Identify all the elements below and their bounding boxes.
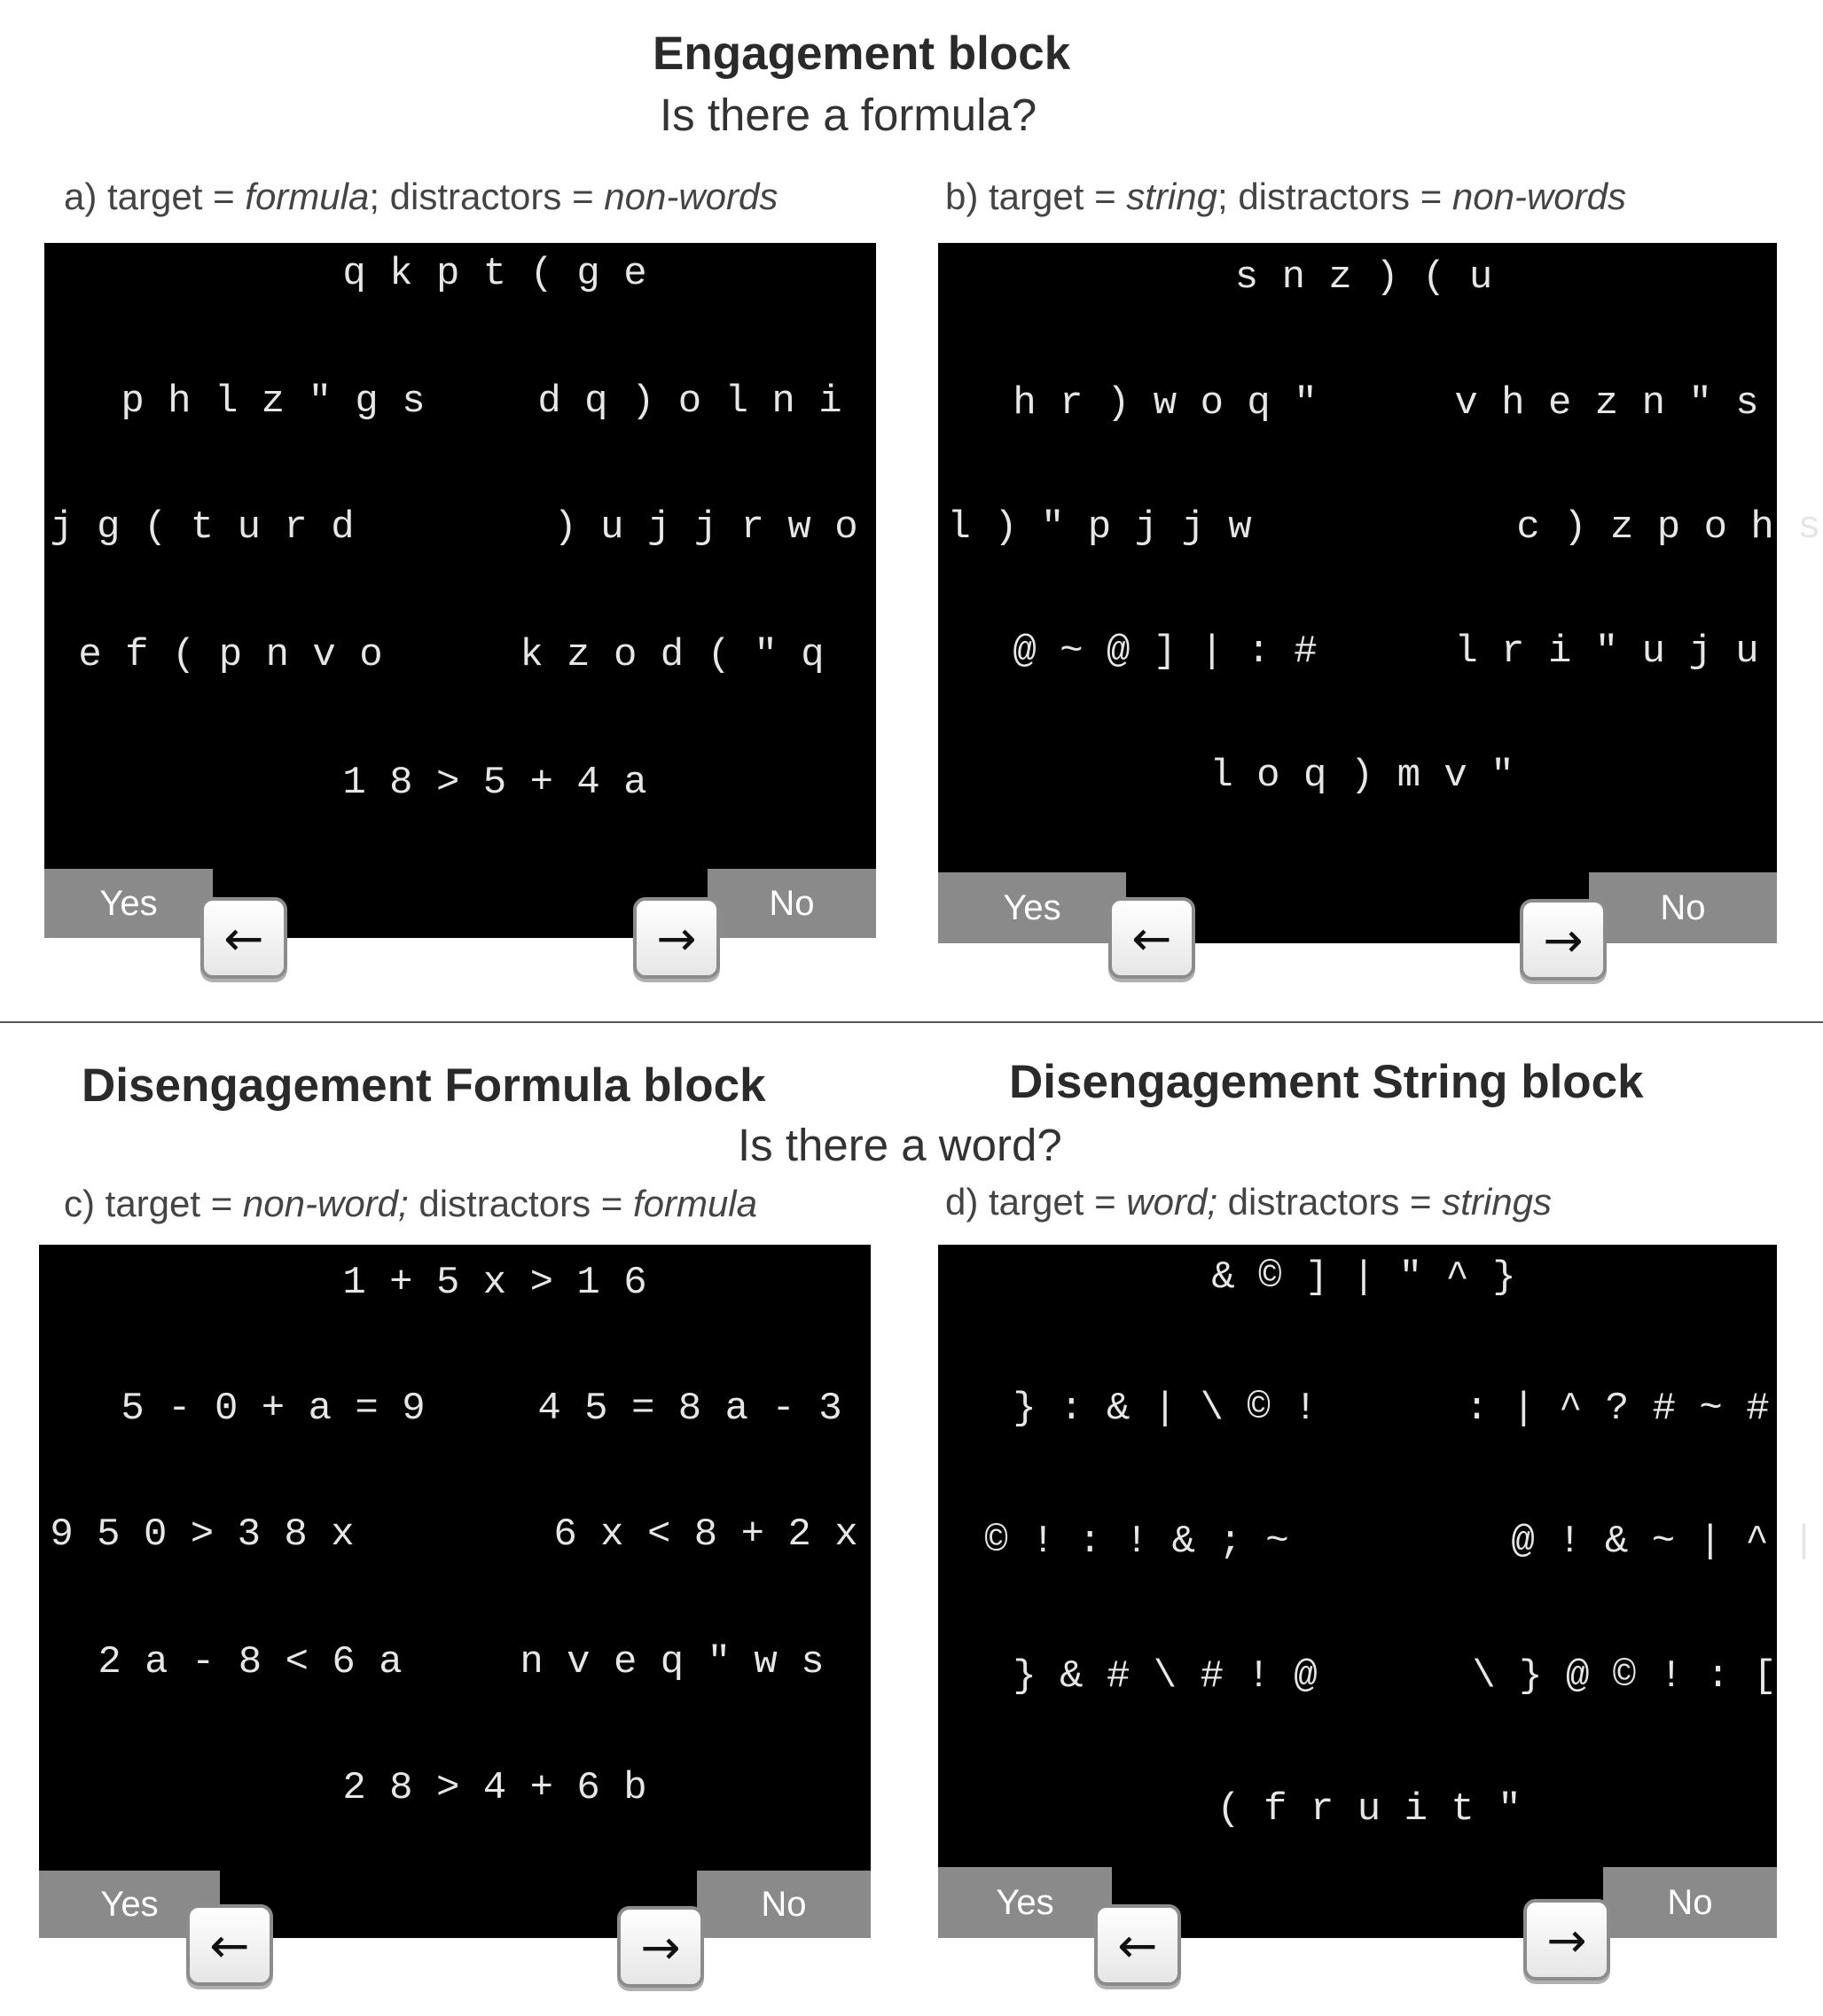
stimulus-string: } : & | \ © ! bbox=[1013, 1387, 1318, 1431]
panel-b-screen bbox=[938, 243, 1821, 968]
stimulus-string: n v e q " w s bbox=[520, 1640, 825, 1684]
left-arrow-key-icon[interactable]: ← bbox=[1108, 897, 1195, 979]
stimulus-string: 1 + 5 x > 1 6 bbox=[342, 1261, 647, 1305]
stimulus-string: 1 8 > 5 + 4 a bbox=[342, 761, 647, 805]
panel-a-screen bbox=[44, 243, 876, 966]
stimulus-string: s n z ) ( u bbox=[1234, 255, 1493, 300]
no-button[interactable]: No bbox=[1603, 1867, 1777, 1938]
caption-mid: ; distractors = bbox=[369, 176, 605, 217]
stimulus-string: 4 5 = 8 a - 3 bbox=[537, 1387, 842, 1431]
no-button[interactable]: No bbox=[1589, 872, 1777, 943]
stimulus-string: l o q ) m v " bbox=[1209, 754, 1514, 798]
stimulus-string: k z o d ( " q bbox=[520, 633, 825, 677]
yes-button[interactable]: Yes bbox=[938, 872, 1126, 943]
stimulus-string: q k p t ( g e bbox=[342, 252, 647, 296]
stimulus-string: l ) " p j j w bbox=[947, 505, 1252, 550]
disengagement-formula-heading: Disengagement Formula block bbox=[82, 1059, 766, 1112]
stimulus-string: ( f r u i t " bbox=[1217, 1787, 1522, 1832]
caption-mid: ; distractors = bbox=[1217, 176, 1452, 217]
stimulus-string: ) u j j r w o bbox=[553, 505, 858, 550]
caption-prefix: b) target = bbox=[945, 176, 1127, 217]
right-arrow-key-icon[interactable]: → bbox=[1520, 899, 1607, 981]
right-arrow-key-icon[interactable]: → bbox=[1523, 1899, 1610, 1981]
panel-b-caption bbox=[945, 176, 1626, 218]
stimulus-string: e f ( p n v o bbox=[78, 633, 383, 677]
no-button[interactable]: No bbox=[708, 869, 876, 938]
caption-distractors: strings bbox=[1442, 1181, 1552, 1223]
left-arrow-key-icon[interactable]: ← bbox=[200, 897, 287, 979]
panel-c-caption bbox=[64, 1183, 757, 1225]
stimulus-string: } & # \ # ! @ bbox=[1013, 1654, 1318, 1699]
yes-button[interactable]: Yes bbox=[44, 869, 213, 938]
stimulus-string: & © ] | " ^ } bbox=[1211, 1255, 1516, 1300]
disengagement-question: Is there a word? bbox=[738, 1120, 1062, 1170]
caption-prefix: c) target = bbox=[64, 1183, 243, 1224]
yes-button[interactable]: Yes bbox=[39, 1871, 220, 1938]
stimulus-string: \ } @ © ! : [ bbox=[1472, 1654, 1777, 1699]
right-arrow-key-icon[interactable]: → bbox=[617, 1906, 704, 1988]
caption-target: word; bbox=[1126, 1181, 1217, 1223]
stimulus-string: 9 5 0 > 3 8 x bbox=[50, 1512, 355, 1557]
stimulus-string: c ) z p o h s bbox=[1516, 505, 1821, 550]
stimulus-string: j g ( t u r d bbox=[50, 505, 355, 550]
panel-a-caption bbox=[64, 176, 778, 218]
engagement-question: Is there a formula? bbox=[660, 90, 1037, 140]
caption-prefix: d) target = bbox=[945, 1181, 1127, 1223]
stimulus-string: 2 a - 8 < 6 a bbox=[98, 1640, 403, 1684]
stimulus-string: @ ~ @ ] | : # bbox=[1013, 629, 1318, 674]
caption-mid: distractors = bbox=[1217, 1181, 1443, 1223]
panel-d-screen bbox=[938, 1245, 1816, 1973]
caption-target: string bbox=[1126, 176, 1217, 217]
stimulus-string: : | ^ ? # ~ # bbox=[1465, 1387, 1770, 1431]
stimulus-string: 6 x < 8 + 2 x bbox=[553, 1512, 858, 1557]
panel-d-caption bbox=[945, 1181, 1552, 1223]
stimulus-string: l r i " u j u bbox=[1454, 629, 1759, 674]
stimulus-string: 2 8 > 4 + 6 b bbox=[342, 1766, 647, 1810]
stimulus-string: p h l z " g s bbox=[121, 379, 426, 424]
caption-mid: distractors = bbox=[408, 1183, 633, 1224]
stimulus-string: v h e z n " s bbox=[1454, 381, 1759, 426]
caption-distractors: non-words bbox=[1451, 176, 1627, 217]
stimulus-string: 5 - 0 + a = 9 bbox=[121, 1387, 426, 1431]
panel-c-screen bbox=[39, 1245, 871, 1975]
engagement-block-heading: Engagement block bbox=[653, 27, 1071, 80]
left-arrow-key-icon[interactable]: ← bbox=[1094, 1904, 1181, 1986]
stimulus-string: h r ) w o q " bbox=[1013, 381, 1318, 426]
disengagement-string-heading: Disengagement String block bbox=[1009, 1056, 1644, 1108]
caption-prefix: a) target = bbox=[64, 176, 246, 217]
right-arrow-key-icon[interactable]: → bbox=[633, 897, 720, 979]
stimulus-string: @ ! & ~ | ^ | bbox=[1511, 1520, 1816, 1564]
yes-button[interactable]: Yes bbox=[938, 1867, 1112, 1938]
caption-distractors: non-words bbox=[604, 176, 778, 217]
caption-target: formula bbox=[245, 176, 370, 217]
stimulus-string: d q ) o l n i bbox=[537, 379, 842, 424]
stimulus-string: © ! : ! & ; ~ bbox=[984, 1520, 1289, 1564]
caption-target: non-word; bbox=[242, 1183, 409, 1224]
left-arrow-key-icon[interactable]: ← bbox=[186, 1904, 273, 1986]
caption-distractors: formula bbox=[632, 1183, 758, 1224]
section-divider bbox=[0, 1021, 1823, 1023]
no-button[interactable]: No bbox=[697, 1871, 871, 1938]
